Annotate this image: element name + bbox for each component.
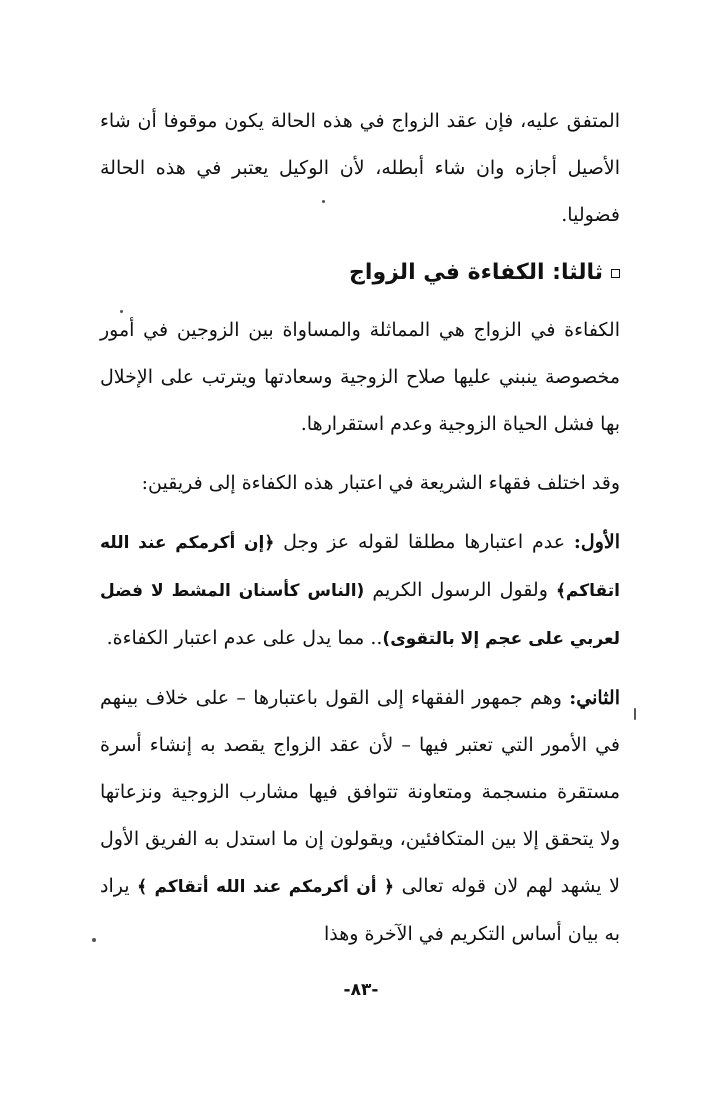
paragraph-4-lead: الأول: — [573, 531, 620, 553]
paragraph-1: المتفق عليه، فإن عقد الزواج في هذه الحالة يكون موقوفا أن شاء الأصيل أجازه وان شاء أبطله، لأن الوكيل يعتبر في هذه الحالة فضوليا. — [100, 110, 620, 226]
page-number: -٨٣- — [343, 980, 379, 1000]
quran-quote: ﴿إن أكرمكم عند الله اتقاكم﴾ — [100, 533, 620, 601]
hadith-quote: (الناس كأسنان المشط لا فضل لعربي على عجم إلا بالتقوى) — [100, 581, 620, 649]
paragraph-3: وقد اختلف فقهاء الشريعة في اعتبار هذه الكفاءة إلى فريقين: — [141, 472, 620, 494]
paragraph-5-text-a: وهم جمهور الفقهاء إلى القول باعتبارها – على خلاف بينهم في الأمور التي تعتبر فيها – لأن عقد الزواج يقصد به إنشاء أسرة مستقرة منسجمة ومتعاونة تتوافق فيها مشارب الزوجية ونزعاتها ولا يتحقق إلا بين المتكافئين، ويقولون إن ما استدل به الفريق الأول لا يشهد لهم لان قوله تعالى — [100, 687, 620, 897]
paragraph-5 — [100, 675, 620, 958]
scan-speck — [120, 310, 123, 313]
section-heading — [100, 253, 620, 293]
paragraph-4-text-c: .. مما يدل على عدم اعتبار الكفاءة. — [106, 627, 383, 649]
scan-speck — [322, 200, 325, 203]
section-heading-text: ثالثا: الكفاءة في الزواج — [349, 260, 603, 285]
scan-speck — [92, 938, 96, 942]
paragraph-4 — [100, 519, 620, 663]
paragraph-4-text-a: عدم اعتبارها مطلقا لقوله عز وجل — [274, 531, 574, 553]
paragraph-2: الكفاءة في الزواج هي المماثلة والمساواة بين الزوجين في أمور مخصوصة ينبني عليها صلاح الزوجية وسعادتها ويترتب على الإخلال بها فشل الحياة الزوجية وعدم استقرارها. — [100, 319, 620, 435]
paragraph-5-text-b: يراد به بيان أساس التكريم في الآخرة وهذا — [100, 875, 620, 945]
paragraph-4-text-b: ولقول الرسول الكريم — [364, 579, 556, 601]
quran-quote-2: ﴿ أن أكرمكم عند الله أتقاكم ﴾ — [137, 877, 394, 897]
square-bullet-icon — [611, 269, 620, 278]
page-body — [100, 98, 620, 958]
scan-speck — [634, 708, 636, 720]
paragraph-5-lead: الثاني: — [569, 687, 620, 709]
